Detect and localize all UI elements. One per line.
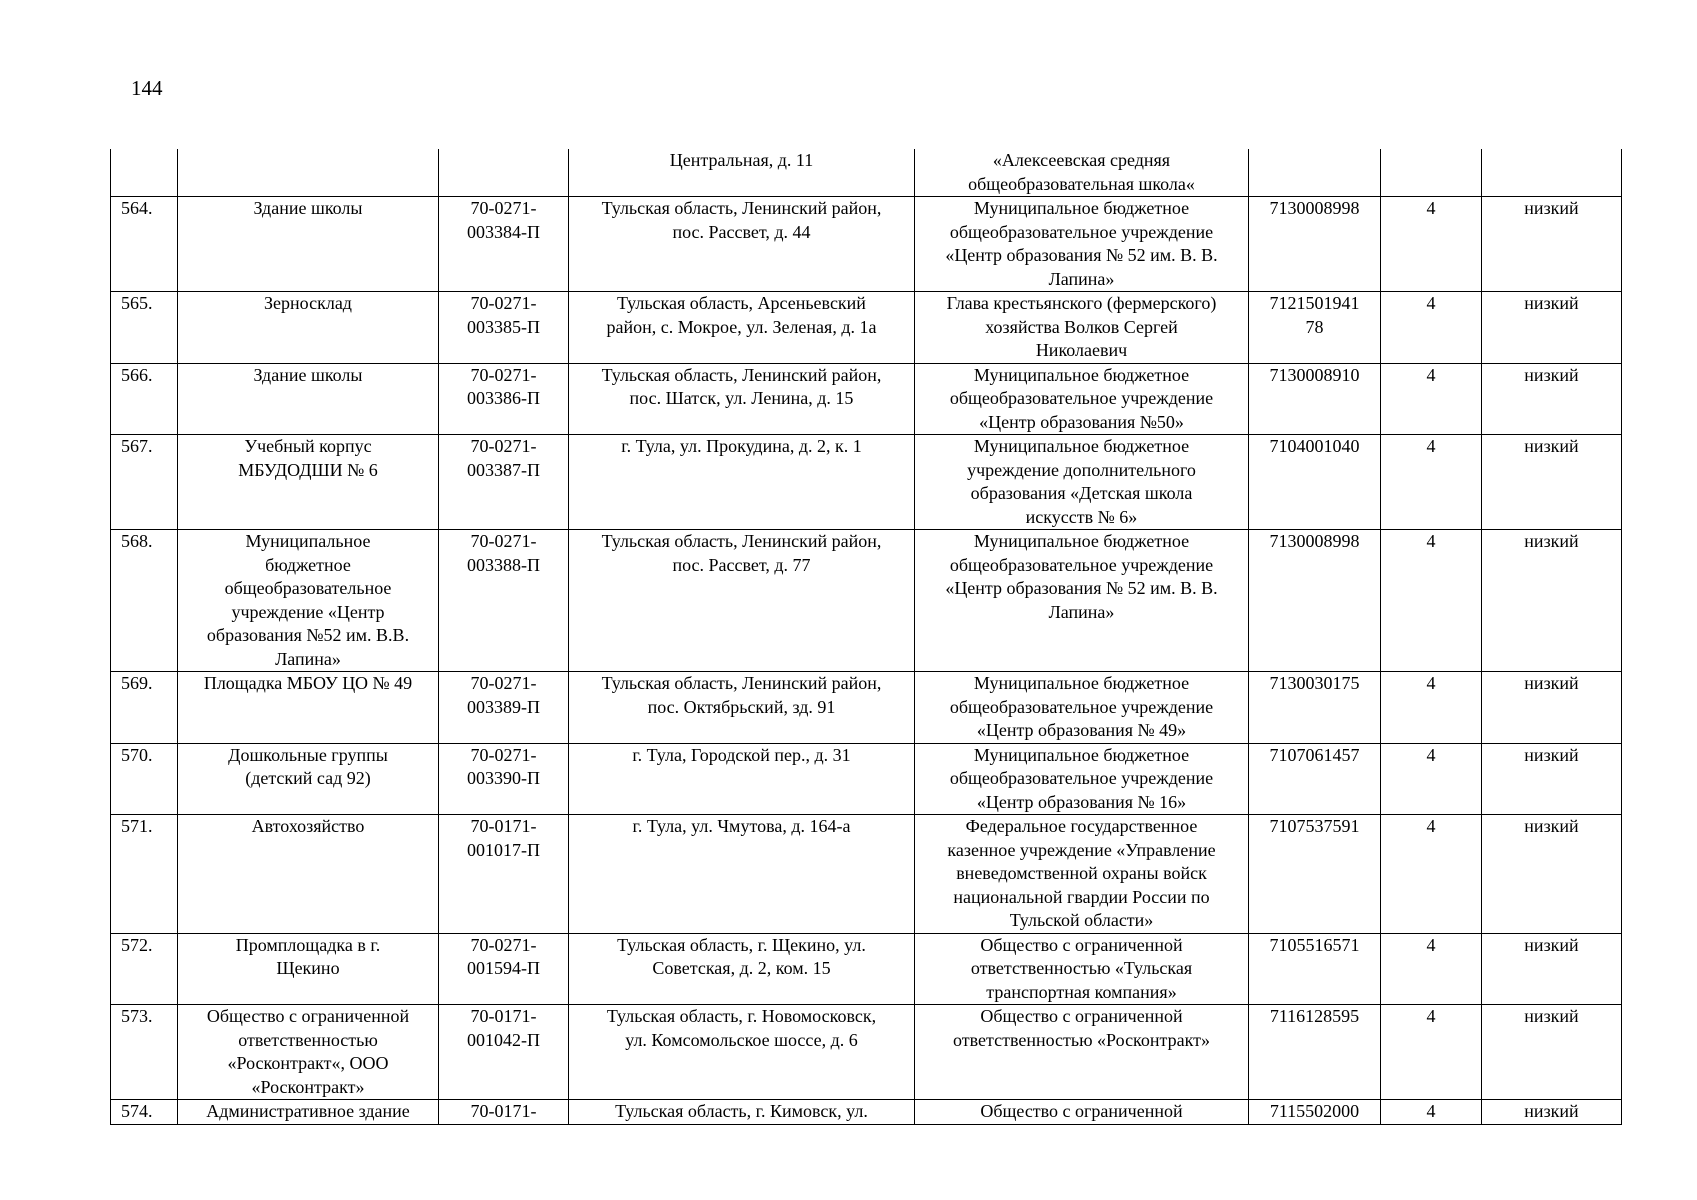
cell-organization: Глава крестьянского (фермерского) хозяйства Волков Сергей Николаевич (915, 292, 1249, 364)
cell-num: 571. (111, 815, 178, 934)
table-row (111, 933, 1622, 1005)
cell-risk: низкий (1482, 530, 1622, 672)
cell-code: 70-0271- 003390-П (439, 743, 569, 815)
cell-code: 70-0171- (439, 1100, 569, 1125)
cell-code: 70-0271- 003389-П (439, 672, 569, 744)
cell-inn: 7104001040 (1249, 435, 1381, 530)
table-row (111, 1100, 1622, 1125)
cell-code: 70-0271- 003388-П (439, 530, 569, 672)
cell-address: Тульская область, г. Новомосковск, ул. Комсомольское шоссе, д. 6 (569, 1005, 915, 1100)
cell-category (1381, 149, 1482, 197)
cell-risk: низкий (1482, 292, 1622, 364)
table-row (111, 197, 1622, 292)
table-row (111, 815, 1622, 934)
cell-risk: низкий (1482, 672, 1622, 744)
cell-inn (1249, 149, 1381, 197)
cell-category: 4 (1381, 815, 1482, 934)
cell-category: 4 (1381, 1100, 1482, 1125)
cell-category: 4 (1381, 1005, 1482, 1100)
cell-category: 4 (1381, 530, 1482, 672)
page-number: 144 (131, 76, 163, 100)
cell-name: Здание школы (178, 197, 439, 292)
table-row (111, 743, 1622, 815)
cell-num: 566. (111, 363, 178, 435)
cell-code: 70-0271- 003384-П (439, 197, 569, 292)
cell-risk: низкий (1482, 933, 1622, 1005)
cell-num: 570. (111, 743, 178, 815)
cell-organization: Муниципальное бюджетное общеобразовательное учреждение «Центр образования № 16» (915, 743, 1249, 815)
cell-code: 70-0271- 003387-П (439, 435, 569, 530)
cell-risk: низкий (1482, 435, 1622, 530)
cell-code: 70-0171- 001042-П (439, 1005, 569, 1100)
cell-inn: 7130030175 (1249, 672, 1381, 744)
cell-name (178, 149, 439, 197)
cell-name: Муниципальное бюджетное общеобразовательное учреждение «Центр образования №52 им. В.В. Лапина» (178, 530, 439, 672)
cell-num: 573. (111, 1005, 178, 1100)
cell-code: 70-0271- 003385-П (439, 292, 569, 364)
cell-inn: 7130008910 (1249, 363, 1381, 435)
cell-organization: Муниципальное бюджетное учреждение дополнительного образования «Детская школа искусств № 6» (915, 435, 1249, 530)
cell-address: г. Тула, ул. Прокудина, д. 2, к. 1 (569, 435, 915, 530)
cell-category: 4 (1381, 743, 1482, 815)
cell-risk: низкий (1482, 815, 1622, 934)
cell-address: Тульская область, г. Щекино, ул. Советская, д. 2, ком. 15 (569, 933, 915, 1005)
cell-num: 565. (111, 292, 178, 364)
cell-inn: 7130008998 (1249, 530, 1381, 672)
cell-organization: Общество с ограниченной ответственностью «Росконтракт» (915, 1005, 1249, 1100)
cell-category: 4 (1381, 292, 1482, 364)
cell-num: 568. (111, 530, 178, 672)
cell-organization: Муниципальное бюджетное общеобразовательное учреждение «Центр образования № 52 им. В. В. Лапина» (915, 530, 1249, 672)
cell-organization: Муниципальное бюджетное общеобразовательное учреждение «Центр образования № 52 им. В. В. Лапина» (915, 197, 1249, 292)
cell-address: Тульская область, г. Кимовск, ул. (569, 1100, 915, 1125)
cell-inn: 7121501941 78 (1249, 292, 1381, 364)
cell-risk: низкий (1482, 363, 1622, 435)
cell-name: Автохозяйство (178, 815, 439, 934)
cell-num (111, 149, 178, 197)
cell-risk: низкий (1482, 197, 1622, 292)
cell-risk: низкий (1482, 1100, 1622, 1125)
table-row (111, 292, 1622, 364)
cell-organization: Общество с ограниченной (915, 1100, 1249, 1125)
cell-address: Тульская область, Ленинский район, пос. Шатск, ул. Ленина, д. 15 (569, 363, 915, 435)
cell-inn: 7115502000 (1249, 1100, 1381, 1125)
cell-address: Тульская область, Ленинский район, пос. Рассвет, д. 77 (569, 530, 915, 672)
cell-name: Промплощадка в г. Щекино (178, 933, 439, 1005)
cell-num: 569. (111, 672, 178, 744)
cell-risk: низкий (1482, 1005, 1622, 1100)
cell-name: Учебный корпус МБУДОДШИ № 6 (178, 435, 439, 530)
table-row (111, 1005, 1622, 1100)
cell-code: 70-0271- 001594-П (439, 933, 569, 1005)
cell-inn: 7116128595 (1249, 1005, 1381, 1100)
table-row (111, 363, 1622, 435)
table-row (111, 530, 1622, 672)
cell-name: Площадка МБОУ ЦО № 49 (178, 672, 439, 744)
cell-address: Тульская область, Ленинский район, пос. Октябрьский, зд. 91 (569, 672, 915, 744)
cell-organization: Муниципальное бюджетное общеобразовательное учреждение «Центр образования № 49» (915, 672, 1249, 744)
cell-num: 574. (111, 1100, 178, 1125)
cell-inn: 7107537591 (1249, 815, 1381, 934)
cell-category: 4 (1381, 435, 1482, 530)
cell-risk (1482, 149, 1622, 197)
cell-name: Зерносклад (178, 292, 439, 364)
cell-num: 564. (111, 197, 178, 292)
cell-address: Тульская область, Арсеньевский район, с. Мокрое, ул. Зеленая, д. 1а (569, 292, 915, 364)
cell-address: г. Тула, Городской пер., д. 31 (569, 743, 915, 815)
cell-category: 4 (1381, 363, 1482, 435)
cell-category: 4 (1381, 197, 1482, 292)
cell-category: 4 (1381, 672, 1482, 744)
cell-name: Дошкольные группы (детский сад 92) (178, 743, 439, 815)
cell-num: 572. (111, 933, 178, 1005)
cell-organization: Муниципальное бюджетное общеобразовательное учреждение «Центр образования №50» (915, 363, 1249, 435)
cell-category: 4 (1381, 933, 1482, 1005)
cell-num: 567. (111, 435, 178, 530)
cell-name: Общество с ограниченной ответственностью «Росконтракт«, ООО «Росконтракт» (178, 1005, 439, 1100)
cell-organization: Федеральное государственное казенное учреждение «Управление вневедомственной охраны войск национальной гвардии России по Тульской области» (915, 815, 1249, 934)
cell-code: 70-0171- 001017-П (439, 815, 569, 934)
cell-inn: 7105516571 (1249, 933, 1381, 1005)
registry-table (110, 149, 1622, 1125)
cell-address: Центральная, д. 11 (569, 149, 915, 197)
table-row (111, 672, 1622, 744)
cell-risk: низкий (1482, 743, 1622, 815)
cell-inn: 7130008998 (1249, 197, 1381, 292)
cell-name: Здание школы (178, 363, 439, 435)
cell-organization: Общество с ограниченной ответственностью «Тульская транспортная компания» (915, 933, 1249, 1005)
cell-code: 70-0271- 003386-П (439, 363, 569, 435)
cell-inn: 7107061457 (1249, 743, 1381, 815)
cell-code (439, 149, 569, 197)
cell-name: Административное здание (178, 1100, 439, 1125)
table-row (111, 435, 1622, 530)
cell-organization: «Алексеевская средняя общеобразовательная школа« (915, 149, 1249, 197)
cell-address: г. Тула, ул. Чмутова, д. 164-а (569, 815, 915, 934)
cell-address: Тульская область, Ленинский район, пос. Рассвет, д. 44 (569, 197, 915, 292)
continuation-row (111, 149, 1622, 197)
